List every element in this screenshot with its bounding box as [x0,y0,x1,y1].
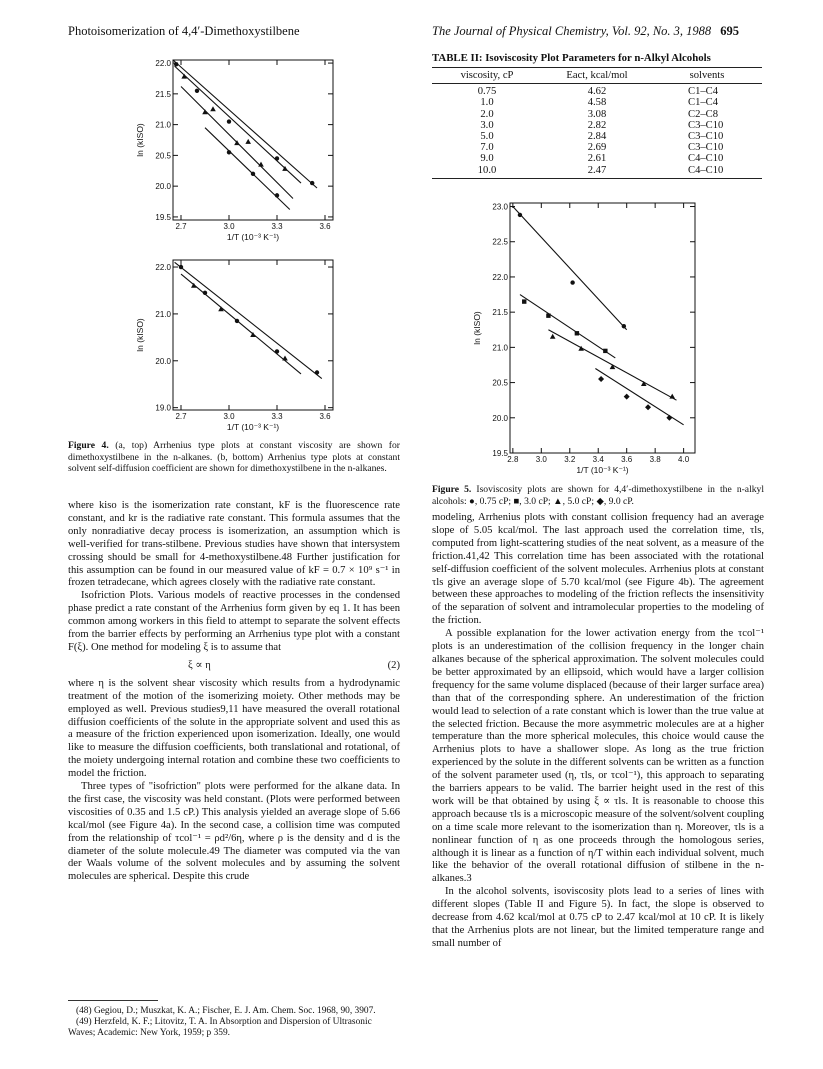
equation-2-number: (2) [387,659,400,671]
data-point-circle [174,62,178,66]
figure-4-caption [68,440,400,475]
cell-viscosity: 5.0 [480,131,494,143]
paragraph-isofriction-plots: Isofriction Plots. Various models of reactive processes in the condensed phase predict a rate constant of the Arrhenius form given by eq 1. It has been common among workers in this field to attempt to separate the solvent effects from the barrier effects by performing an Arrhenius type plot with a constant F(ξ). One method for modeling ξ is to assume that [68,590,400,653]
data-point-circle [518,213,522,217]
x-tick-label: 2.8 [507,455,519,464]
equation-2-body: ξ ∝ η [188,659,211,671]
y-tick-label: 21.0 [155,120,171,130]
y-tick-label: 22.0 [492,272,508,282]
fit-line [175,262,322,378]
y-axis-label: ln (kISO) [135,123,145,157]
cell-solvents: C2–C8 [688,108,719,120]
cell-solvents: C1–C4 [688,86,719,98]
cell-viscosity: 10.0 [477,164,497,176]
x-tick-label: 3.6 [319,412,331,421]
y-axis-label: ln (kISO) [472,311,482,345]
data-point-circle [275,193,279,197]
x-axis-label: 1/T (10⁻³ K⁻¹) [576,465,629,475]
table-row [432,165,762,176]
plot-frame [510,203,695,453]
table-row [432,131,762,142]
y-tick-label: 22.0 [155,263,171,273]
figure-4b-chart [128,250,368,440]
table-row [432,153,762,164]
y-tick-label: 19.5 [492,449,508,458]
table-row [432,84,762,98]
data-point-diamond [624,394,630,400]
data-point-triangle [210,106,216,111]
y-tick-label: 19.5 [155,212,171,222]
y-tick-label: 22.5 [492,237,508,247]
y-tick-label: 20.0 [155,182,171,192]
y-tick-label: 20.5 [155,151,171,161]
paragraph-shear-viscosity: where η is the solvent shear viscosity which results from a hydrodynamic treatment of the motion of the isomerizing moiety. Other methods may be employed as well. Previous studies9,11 have measured the overall rotational diffusion coefficients of the solute in the appropriate solvent and used this as a measure of the friction experienced upon isomerization. Ideally, one would like to measure the diffusion coefficients, both translational and rotational, of the moiety undergoing internal rotation and combine these two coefficients to model the friction. [68,677,400,780]
running-header-right [432,24,739,39]
data-point-triangle [550,334,556,339]
data-point-triangle [245,139,251,144]
cell-solvents: C3–C10 [688,119,724,131]
cell-eact: 2.84 [587,131,607,143]
table-2-grid [432,67,762,176]
left-column-text [68,500,400,884]
cell-solvents: C4–C10 [688,153,724,165]
x-tick-label: 3.8 [649,455,661,464]
figure-4-caption-text: (a, top) Arrhenius type plots at constant viscosity are shown for dimethoxystilbene in the n-alkanes. (b, bottom) Arrhenius type plots at constant solvent self-diffusion coefficient are shown for dimethoxystilbene in the n-alkanes. [68,440,400,475]
table-2 [432,52,762,179]
x-tick-label: 3.3 [271,222,283,231]
y-tick-label: 20.0 [492,413,508,423]
y-tick-label: 19.0 [155,403,171,413]
cell-solvents: C1–C4 [688,97,719,109]
x-tick-label: 4.0 [678,455,690,464]
footnote-48: (48) Gegiou, D.; Muszkat, K. A.; Fischer, E. J. Am. Chem. Soc. 1968, 90, 3907. [76,1006,376,1016]
cell-viscosity: 3.0 [480,119,494,131]
cell-viscosity: 7.0 [480,142,494,154]
paragraph-alcohol-solvents: In the alcohol solvents, isoviscosity plots lead to a series of lines with different slopes (Table II and Figure 5). In fact, the slope is observed to decrease from 4.62 kcal/mol at 0.75 cP to 2.47 kcal/mol at 10 cP. It is likely that the Arrhenius plots are not linear, but the limited temperature range and small number of [432,886,764,949]
cell-eact: 2.47 [587,164,607,176]
table-2-bottom-rule [432,178,762,179]
data-point-triangle [282,355,288,360]
cell-solvents: C3–C10 [688,131,724,143]
y-tick-label: 22.0 [155,59,171,69]
cell-eact: 2.82 [587,119,607,131]
table-2-header-row [432,68,762,84]
data-point-diamond [666,415,672,421]
plot-frame [173,60,333,220]
table-row [432,109,762,120]
paragraph-kiso-definition: where kiso is the isomerization rate constant, kF is the fluorescence rate constant, and kr is the radiative rate constant. This formula assumes that the only nonradiative decay process is isomerization, an assumption which is well-verified for trans-stilbene. Previous studies have shown that intersystem crossing should be small for 4-methoxystilbene.48 Further justification for this assumption can be found in our measured value of kF = 0.7 × 10⁹ s⁻¹ in frozen tetradecane, which agrees closely with the radiative rate constant. [68,500,400,589]
col-header-viscosity: viscosity, cP [460,70,514,81]
cell-viscosity: 9.0 [480,153,494,165]
data-point-square [522,299,526,303]
data-point-circle [251,172,255,176]
fit-line [181,274,301,374]
cell-eact: 2.69 [587,142,607,154]
data-point-circle [179,265,183,269]
journal-citation: The Journal of Physical Chemistry, Vol. 92, No. 3, 1988 [432,24,712,38]
fit-line [520,295,615,358]
footnote-rule [68,1000,158,1001]
cell-viscosity: 1.0 [480,97,494,109]
table-2-body [432,84,762,176]
equation-2 [68,660,400,673]
paragraph-three-types: Three types of "isofriction" plots were performed for the alkane data. In the first case, the viscosity was held constant. (Plots were performed between viscosities of 0.35 and 1.5 cP.) This analysis yielded an average slope of 5.66 kcal/mol (see Figure 4a). In the second case, a collision time was computed from the relationship of τcol⁻¹ = ρd²/6η, where ρ is the density and d is the diameter of the solute molecule.49 The diameter was computed via the van der Waals volume of the solvent molecules and by assuming the solvent molecules are spherical. Despite this crude [68,781,400,883]
x-tick-label: 2.7 [175,222,187,231]
data-point-circle [227,150,231,154]
paragraph-modeling: modeling, Arrhenius plots with constant collision frequency had an average slope of 5.05 kcal/mol. The last approach used the correlation time, τls, computed from light-scattering studies of the neat solvent, as a measure of the friction.41,42 This correlation time has been associated with the rotational self-diffusion coefficient of the solvent molecules. Arrhenius plots at constant τls give an average slope of 5.70 kcal/mol (see Figure 4b). The agreement between these approaches to modeling of the friction reflects the insensitivity of the separation of solvent and intramolecular properties to the modeling of the friction. [432,512,764,627]
x-axis-label: 1/T (10⁻³ K⁻¹) [226,232,280,242]
y-tick-label: 21.5 [492,308,508,318]
table-row [432,97,762,108]
x-tick-label: 3.4 [592,455,604,464]
footnote-49: (49) Herzfeld, K. F.; Litovitz, T. A. In Absorption and Dispersion of Ultrasonic Waves; Academic: New York, 1959; p 359. [68,1017,372,1039]
paragraph-possible-explanation: A possible explanation for the lower activation energy from the τcol⁻¹ plots is an underestimation of the collision frequency in the longer chain alkanes because of the spherical approximation. The solvent molecules could be better approximated by an ellipsoid, which would have a larger collision frequency for the same volume displaced (because of their larger surface area) than that of the corresponding sphere. An underestimation of the friction would lead to selection of a rate constant which is lower than the true value at the selected friction. Because the more asymmetric molecules are at a higher temperature than the more spherical molecules, this choice would cause the Arrhenius plots to have a shallower slope. As long as the true friction experienced by the solute in the different solvents can be written as a function of the solvent parameter used (η, τls, or τcol⁻¹), this approach to separating the barriers appears to be valid. The barrier height used in the rest of this work will be that obtained by using ξ ∝ τls. It is reasonable to choose this approach because τls is a microscopic measure of the solvent/solvent coupling on a time scale more relevant to the isomerization than η. Moreover, τls is a nonlinear function of η as one proceeds through the homologous series, although it is linear as a function of η/T within each individual solvent, much like the behavior of the overall rotational diffusion of stilbene in the n-alkanes.3 [432,628,764,885]
data-point-square [603,349,607,353]
cell-solvents: C4–C10 [688,164,724,176]
table-row [432,120,762,131]
cell-viscosity: 0.75 [477,86,497,98]
cell-eact: 4.62 [587,86,607,98]
x-tick-label: 2.7 [175,412,187,421]
figure-5-caption-text: Isoviscosity plots are shown for 4,4′-dimethoxystilbene in the n-alkyl alcohols: ●, 0.75 cP; ■, 3.0 cP; ▲, 5.0 cP; ◆, 9.0 cP. [432,484,764,507]
y-tick-label: 20.5 [492,378,508,388]
data-point-square [546,313,550,317]
figure-4-caption-label: Figure 4. [68,440,109,451]
cell-solvents: C3–C10 [688,142,724,154]
data-point-square [575,331,579,335]
x-tick-label: 3.6 [319,222,331,231]
col-header-solvents: solvents [689,70,725,81]
x-tick-label: 3.0 [223,412,235,421]
y-tick-label: 21.5 [155,89,171,99]
y-tick-label: 20.0 [155,356,171,366]
figure-5-caption [432,484,764,507]
running-header-left: Photoisomerization of 4,4′-Dimethoxystilbene [68,24,300,38]
x-axis-label: 1/T (10⁻³ K⁻¹) [226,422,280,432]
fit-line [513,207,627,330]
data-point-circle [227,119,231,123]
x-tick-label: 3.0 [223,222,235,231]
cell-eact: 4.58 [587,97,607,109]
cell-eact: 2.61 [587,153,607,165]
table-row [432,142,762,153]
data-point-diamond [598,376,604,382]
table-2-title: TABLE II: Isoviscosity Plot Parameters for n-Alkyl Alcohols [432,52,711,64]
footnotes [68,1006,400,1040]
figure-5-chart [470,195,710,480]
y-axis-label: ln (kISO) [135,318,145,352]
figure-4a-chart [128,52,368,248]
y-tick-label: 21.0 [492,343,508,353]
fit-line [173,60,317,188]
x-tick-label: 3.3 [271,412,283,421]
x-tick-label: 3.2 [564,455,576,464]
figure-5-caption-label: Figure 5. [432,484,472,495]
right-column-text [432,512,764,951]
data-point-circle [315,370,319,374]
x-tick-label: 3.0 [535,455,547,464]
y-tick-label: 23.0 [492,202,508,212]
data-point-circle [195,89,199,93]
fit-line [175,66,301,183]
cell-eact: 3.08 [587,108,607,120]
data-point-circle [310,181,314,185]
data-point-circle [622,324,626,328]
cell-viscosity: 2.0 [480,108,494,120]
col-header-eact: Eact, kcal/mol [566,70,628,81]
y-tick-label: 21.0 [155,309,171,319]
x-tick-label: 3.6 [621,455,633,464]
data-point-diamond [645,404,651,410]
page-number: 695 [720,24,740,38]
data-point-circle [570,280,574,284]
